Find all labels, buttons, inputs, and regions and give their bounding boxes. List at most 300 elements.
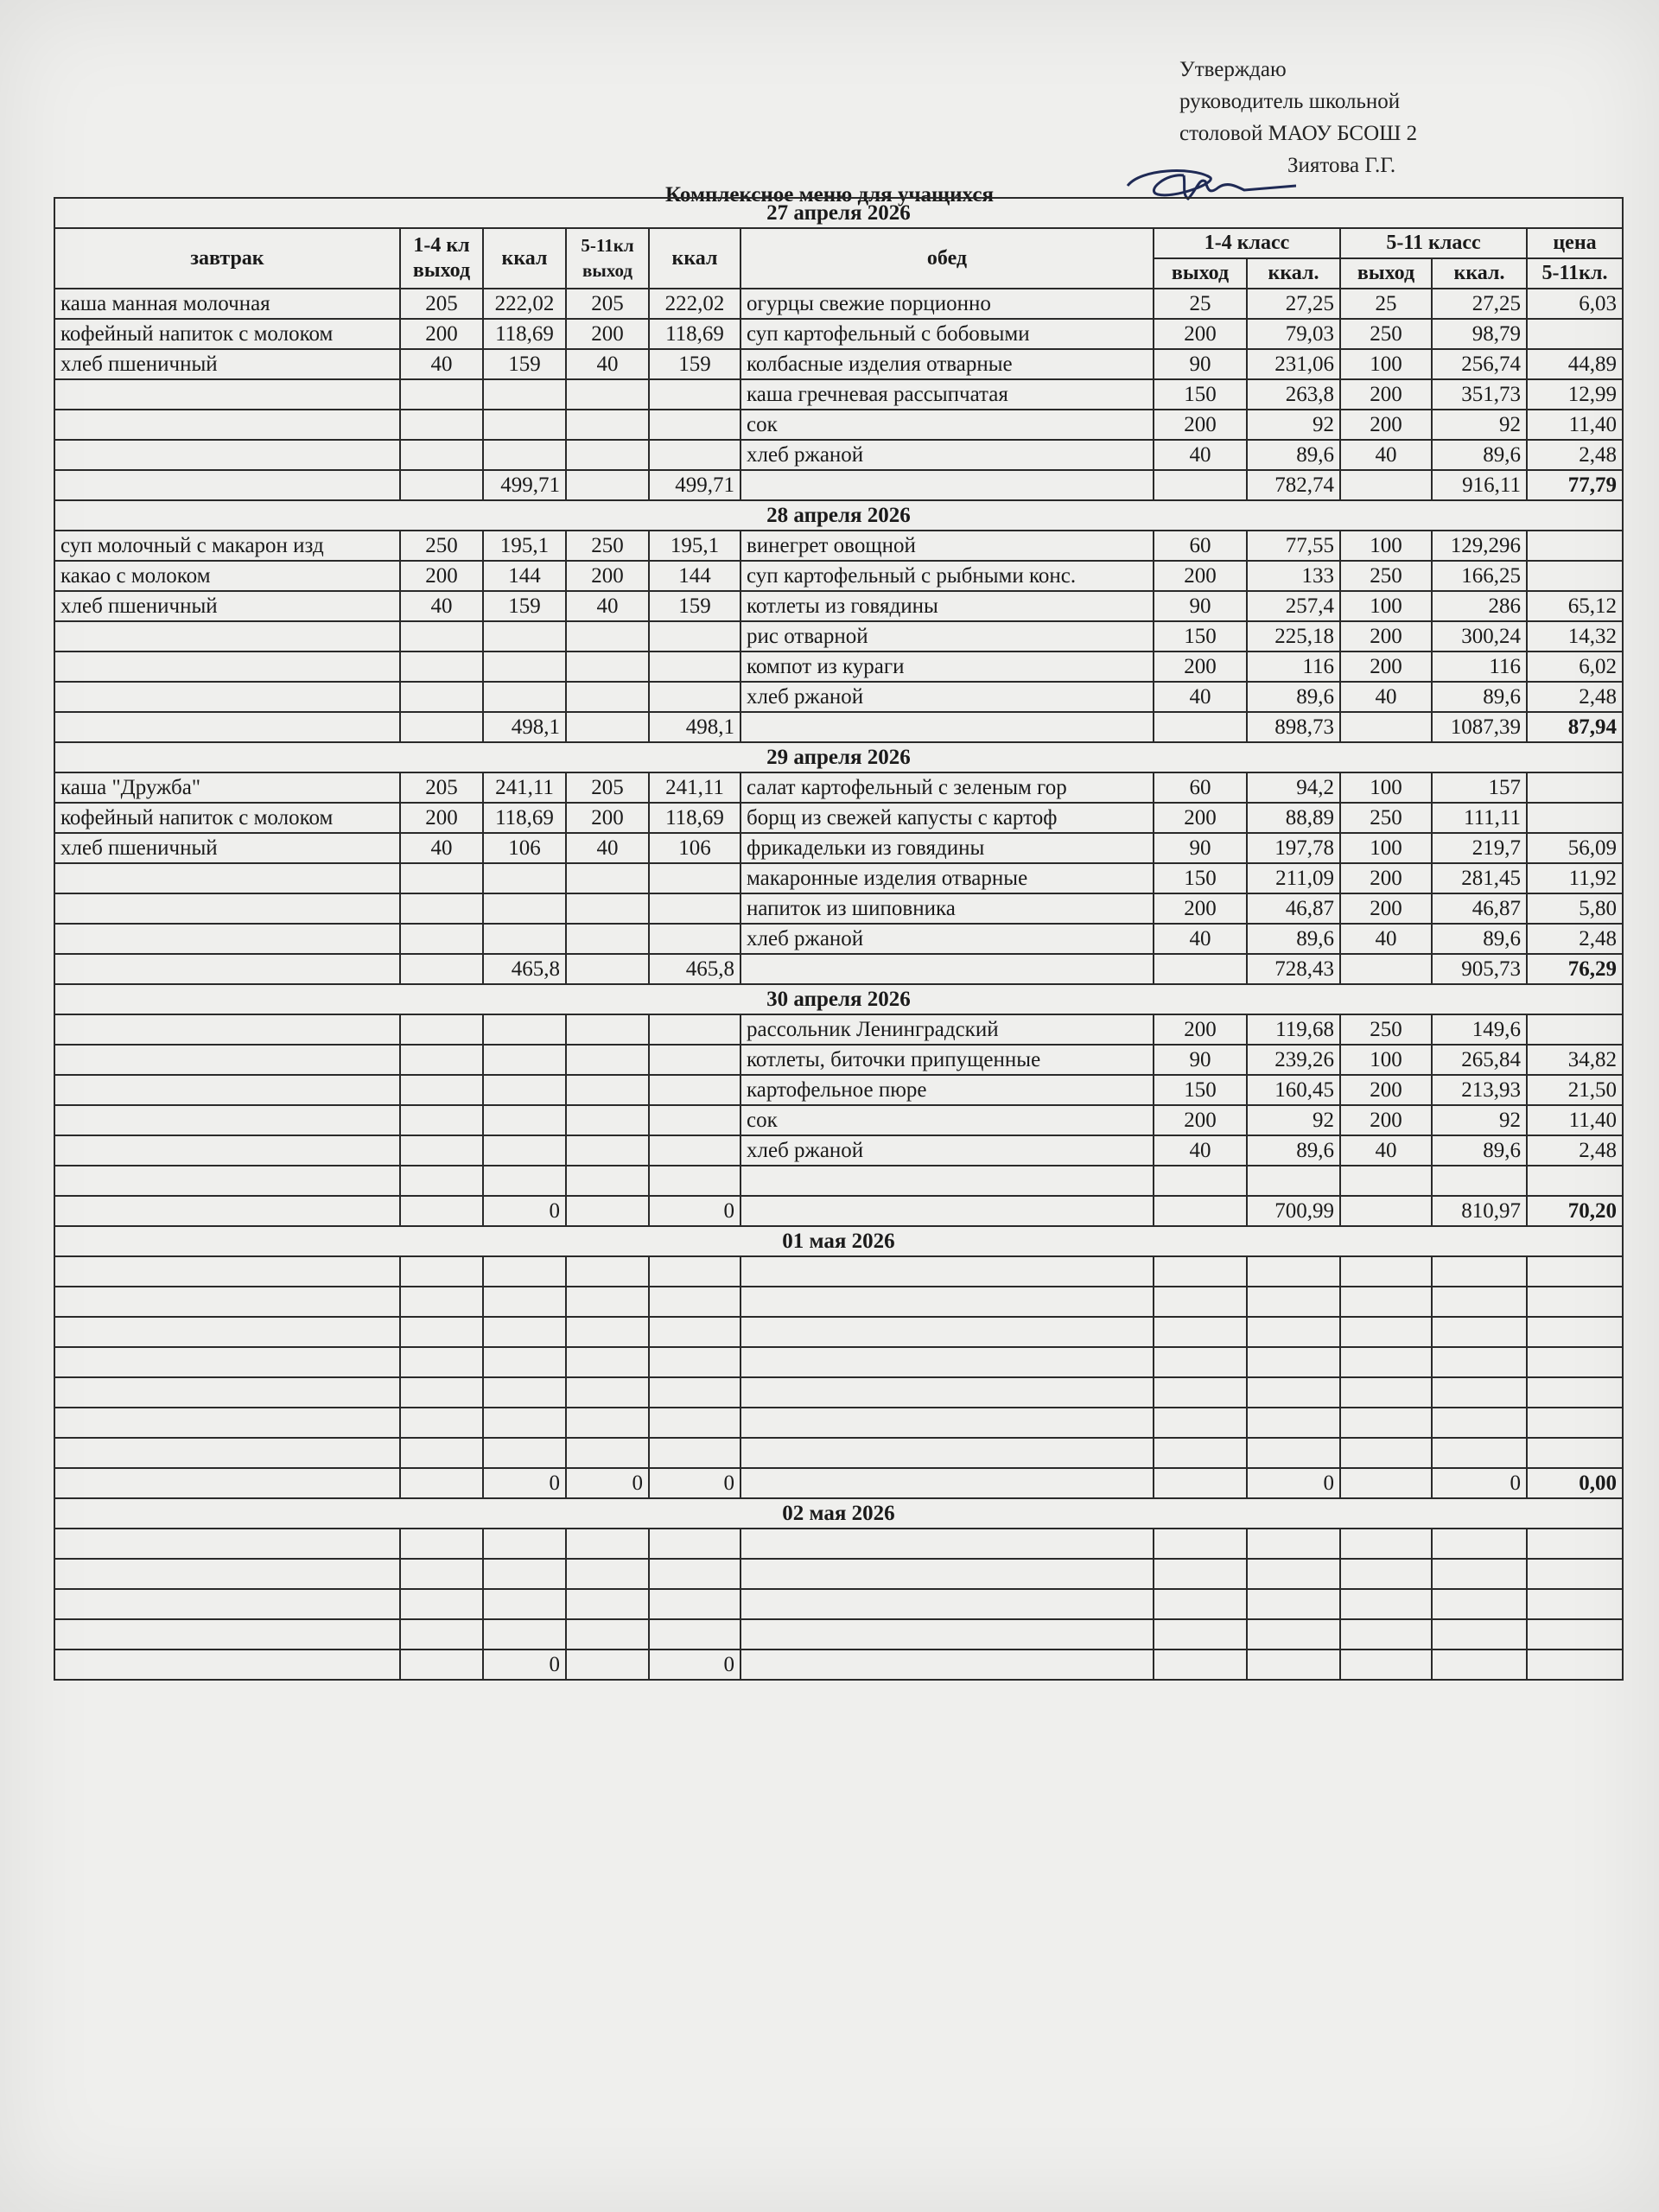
- header-grade511-output: [566, 228, 649, 289]
- header-kcal-14: ккал: [483, 228, 566, 289]
- breakfast-kcal-511: [649, 1619, 741, 1649]
- breakfast-kcal-511: [649, 410, 741, 440]
- breakfast-kcal-511: [649, 1347, 741, 1377]
- day-date: 27 апреля 2026: [54, 198, 1623, 228]
- lunch-price: [1527, 1589, 1623, 1619]
- breakfast-item-name: [54, 924, 400, 954]
- totals-empty: [1340, 954, 1432, 984]
- menu-item-row: [54, 1287, 1623, 1317]
- lunch-kcal-511: 46,87: [1432, 893, 1527, 924]
- lunch-kcal-14: 89,6: [1247, 1135, 1340, 1166]
- breakfast-kcal-511: [649, 1377, 741, 1408]
- breakfast-output-511: [566, 1014, 649, 1045]
- breakfast-output-511: 200: [566, 803, 649, 833]
- total-lunch-kcal-14: [1247, 1649, 1340, 1680]
- lunch-output-14: [1154, 1317, 1247, 1347]
- lunch-output-511: [1340, 1317, 1432, 1347]
- breakfast-kcal-14: 144: [483, 561, 566, 591]
- breakfast-output-511: [566, 379, 649, 410]
- lunch-kcal-511: 286: [1432, 591, 1527, 621]
- lunch-price: 5,80: [1527, 893, 1623, 924]
- lunch-output-511: [1340, 1619, 1432, 1649]
- total-breakfast-kcal-511: 498,1: [649, 712, 741, 742]
- totals-empty: [1154, 1468, 1247, 1498]
- lunch-kcal-14: 88,89: [1247, 803, 1340, 833]
- breakfast-item-name: [54, 440, 400, 470]
- lunch-output-14: 150: [1154, 1075, 1247, 1105]
- header-kcal-l511: ккал.: [1432, 258, 1527, 289]
- lunch-output-511: 100: [1340, 833, 1432, 863]
- lunch-kcal-14: [1247, 1559, 1340, 1589]
- lunch-kcal-14: [1247, 1438, 1340, 1468]
- breakfast-kcal-511: 159: [649, 349, 741, 379]
- breakfast-output-511: 40: [566, 349, 649, 379]
- breakfast-kcal-511: [649, 863, 741, 893]
- date-row: [54, 500, 1623, 531]
- lunch-item-name: сок: [741, 410, 1154, 440]
- lunch-output-14: 90: [1154, 591, 1247, 621]
- totals-empty: [1154, 1649, 1247, 1680]
- breakfast-item-name: [54, 1135, 400, 1166]
- breakfast-kcal-511: [649, 621, 741, 652]
- lunch-price: 11,40: [1527, 410, 1623, 440]
- lunch-output-511: 200: [1340, 1075, 1432, 1105]
- breakfast-output-511: [566, 1317, 649, 1347]
- breakfast-output-511: [566, 1166, 649, 1196]
- lunch-price: [1527, 1256, 1623, 1287]
- totals-empty: [1340, 712, 1432, 742]
- lunch-output-14: 90: [1154, 1045, 1247, 1075]
- menu-item-row: [54, 1256, 1623, 1287]
- total-lunch-kcal-14: 0: [1247, 1468, 1340, 1498]
- breakfast-output-511: [566, 440, 649, 470]
- breakfast-kcal-14: 222,02: [483, 289, 566, 319]
- breakfast-output-511: [566, 1135, 649, 1166]
- breakfast-output-14: [400, 1075, 483, 1105]
- breakfast-kcal-14: [483, 1529, 566, 1559]
- lunch-price: [1527, 1014, 1623, 1045]
- breakfast-item-name: [54, 1014, 400, 1045]
- lunch-item-name: [741, 1529, 1154, 1559]
- totals-empty: [400, 712, 483, 742]
- lunch-item-name: [741, 1166, 1154, 1196]
- lunch-kcal-14: 133: [1247, 561, 1340, 591]
- lunch-price: [1527, 1317, 1623, 1347]
- breakfast-item-name: [54, 1105, 400, 1135]
- lunch-item-name: рис отварной: [741, 621, 1154, 652]
- lunch-price: [1527, 1287, 1623, 1317]
- breakfast-kcal-511: [649, 1014, 741, 1045]
- breakfast-kcal-511: [649, 1317, 741, 1347]
- totals-label: [54, 712, 400, 742]
- lunch-output-511: [1340, 1347, 1432, 1377]
- lunch-output-14: 200: [1154, 1105, 1247, 1135]
- total-breakfast-output-511: 0: [566, 1468, 649, 1498]
- approval-line-1: Утверждаю: [1179, 58, 1287, 81]
- lunch-output-511: 25: [1340, 289, 1432, 319]
- breakfast-output-511: [566, 1438, 649, 1468]
- breakfast-output-14: 205: [400, 772, 483, 803]
- lunch-price: 34,82: [1527, 1045, 1623, 1075]
- breakfast-output-511: [566, 1045, 649, 1075]
- breakfast-item-name: каша манная молочная: [54, 289, 400, 319]
- breakfast-kcal-511: [649, 1166, 741, 1196]
- breakfast-kcal-511: [649, 924, 741, 954]
- menu-item-row: [54, 1135, 1623, 1166]
- totals-empty: [1154, 954, 1247, 984]
- breakfast-kcal-14: [483, 652, 566, 682]
- lunch-item-name: суп картофельный с рыбными конс.: [741, 561, 1154, 591]
- breakfast-output-511: 200: [566, 319, 649, 349]
- total-lunch-kcal-14: 898,73: [1247, 712, 1340, 742]
- lunch-price: 6,02: [1527, 652, 1623, 682]
- menu-item-row: [54, 319, 1623, 349]
- total-lunch-kcal-511: 1087,39: [1432, 712, 1527, 742]
- breakfast-kcal-511: 195,1: [649, 531, 741, 561]
- date-row: [54, 1498, 1623, 1529]
- totals-empty: [741, 1649, 1154, 1680]
- totals-empty: [741, 1196, 1154, 1226]
- totals-row: [54, 1196, 1623, 1226]
- lunch-kcal-511: 98,79: [1432, 319, 1527, 349]
- lunch-kcal-14: 116: [1247, 652, 1340, 682]
- lunch-kcal-14: 160,45: [1247, 1075, 1340, 1105]
- breakfast-item-name: [54, 1347, 400, 1377]
- total-price: 0,00: [1527, 1468, 1623, 1498]
- lunch-item-name: сок: [741, 1105, 1154, 1135]
- lunch-price: [1527, 1438, 1623, 1468]
- lunch-output-14: 90: [1154, 833, 1247, 863]
- breakfast-item-name: [54, 1045, 400, 1075]
- breakfast-kcal-14: [483, 1438, 566, 1468]
- totals-empty: [741, 1468, 1154, 1498]
- header-grade14-output: [400, 228, 483, 289]
- lunch-output-14: 200: [1154, 319, 1247, 349]
- totals-empty: [400, 1196, 483, 1226]
- breakfast-output-511: [566, 1347, 649, 1377]
- lunch-kcal-511: 265,84: [1432, 1045, 1527, 1075]
- breakfast-item-name: [54, 1589, 400, 1619]
- approval-line-3: столовой МАОУ БСОШ 2: [1179, 122, 1418, 145]
- day-date: 01 мая 2026: [54, 1226, 1623, 1256]
- lunch-item-name: [741, 1347, 1154, 1377]
- menu-item-row: [54, 289, 1623, 319]
- lunch-kcal-511: [1432, 1589, 1527, 1619]
- lunch-output-14: 60: [1154, 531, 1247, 561]
- total-price: 70,20: [1527, 1196, 1623, 1226]
- breakfast-kcal-14: [483, 1135, 566, 1166]
- breakfast-output-14: 40: [400, 833, 483, 863]
- lunch-item-name: напиток из шиповника: [741, 893, 1154, 924]
- lunch-price: 2,48: [1527, 1135, 1623, 1166]
- lunch-kcal-511: 281,45: [1432, 863, 1527, 893]
- total-price: 77,79: [1527, 470, 1623, 500]
- menu-item-row: [54, 1438, 1623, 1468]
- breakfast-output-511: [566, 1256, 649, 1287]
- breakfast-output-511: [566, 924, 649, 954]
- lunch-item-name: [741, 1589, 1154, 1619]
- lunch-price: 6,03: [1527, 289, 1623, 319]
- menu-table-body: [54, 198, 1623, 1680]
- breakfast-output-511: [566, 863, 649, 893]
- header-grade14: 1-4 кл: [413, 234, 470, 257]
- total-breakfast-output-511: [566, 1649, 649, 1680]
- breakfast-kcal-14: [483, 1287, 566, 1317]
- total-breakfast-output-511: [566, 1196, 649, 1226]
- breakfast-item-name: [54, 1377, 400, 1408]
- lunch-output-511: 100: [1340, 772, 1432, 803]
- header-breakfast: завтрак: [54, 228, 400, 289]
- breakfast-output-511: [566, 1559, 649, 1589]
- lunch-price: [1527, 561, 1623, 591]
- totals-label: [54, 954, 400, 984]
- breakfast-output-14: [400, 924, 483, 954]
- lunch-kcal-14: [1247, 1256, 1340, 1287]
- lunch-kcal-511: 89,6: [1432, 682, 1527, 712]
- lunch-kcal-511: [1432, 1377, 1527, 1408]
- lunch-item-name: фрикадельки из говядины: [741, 833, 1154, 863]
- lunch-output-14: [1154, 1619, 1247, 1649]
- breakfast-output-14: 200: [400, 561, 483, 591]
- breakfast-kcal-14: 195,1: [483, 531, 566, 561]
- breakfast-output-14: [400, 621, 483, 652]
- lunch-item-name: салат картофельный с зеленым гор: [741, 772, 1154, 803]
- lunch-kcal-511: 213,93: [1432, 1075, 1527, 1105]
- lunch-price: [1527, 1529, 1623, 1559]
- lunch-item-name: рассольник Ленинградский: [741, 1014, 1154, 1045]
- lunch-output-511: 250: [1340, 319, 1432, 349]
- breakfast-output-14: 40: [400, 349, 483, 379]
- breakfast-kcal-511: 159: [649, 591, 741, 621]
- header-price: цена: [1527, 228, 1623, 258]
- breakfast-kcal-14: [483, 1045, 566, 1075]
- breakfast-item-name: хлеб пшеничный: [54, 833, 400, 863]
- menu-table: [54, 197, 1624, 1681]
- breakfast-kcal-14: [483, 1014, 566, 1045]
- totals-empty: [400, 1468, 483, 1498]
- header-price-grade: 5-11кл.: [1527, 258, 1623, 289]
- breakfast-output-14: [400, 1408, 483, 1438]
- totals-empty: [1340, 1196, 1432, 1226]
- breakfast-item-name: кофейный напиток с молоком: [54, 319, 400, 349]
- lunch-item-name: [741, 1438, 1154, 1468]
- lunch-kcal-511: [1432, 1559, 1527, 1589]
- lunch-output-511: [1340, 1377, 1432, 1408]
- breakfast-kcal-14: [483, 1317, 566, 1347]
- lunch-output-511: 100: [1340, 531, 1432, 561]
- breakfast-output-14: 200: [400, 319, 483, 349]
- breakfast-kcal-14: [483, 1105, 566, 1135]
- breakfast-output-14: [400, 1135, 483, 1166]
- total-price: 87,94: [1527, 712, 1623, 742]
- breakfast-output-14: [400, 1347, 483, 1377]
- lunch-item-name: [741, 1317, 1154, 1347]
- breakfast-kcal-511: [649, 379, 741, 410]
- menu-item-row: [54, 1347, 1623, 1377]
- header-kcal-511: ккал: [649, 228, 741, 289]
- lunch-kcal-14: 77,55: [1247, 531, 1340, 561]
- total-price: 76,29: [1527, 954, 1623, 984]
- lunch-kcal-511: 116: [1432, 652, 1527, 682]
- totals-empty: [1340, 1468, 1432, 1498]
- breakfast-output-14: [400, 1045, 483, 1075]
- lunch-output-14: [1154, 1529, 1247, 1559]
- lunch-kcal-511: [1432, 1166, 1527, 1196]
- breakfast-kcal-14: [483, 440, 566, 470]
- breakfast-kcal-14: [483, 1075, 566, 1105]
- breakfast-item-name: [54, 1619, 400, 1649]
- lunch-kcal-14: 225,18: [1247, 621, 1340, 652]
- totals-empty: [1154, 470, 1247, 500]
- total-lunch-kcal-511: [1432, 1649, 1527, 1680]
- lunch-output-511: [1340, 1408, 1432, 1438]
- lunch-kcal-14: 92: [1247, 1105, 1340, 1135]
- lunch-kcal-511: [1432, 1619, 1527, 1649]
- lunch-output-511: 200: [1340, 863, 1432, 893]
- lunch-output-14: [1154, 1377, 1247, 1408]
- breakfast-output-511: [566, 1105, 649, 1135]
- lunch-kcal-14: 94,2: [1247, 772, 1340, 803]
- breakfast-item-name: хлеб пшеничный: [54, 349, 400, 379]
- menu-item-row: [54, 1014, 1623, 1045]
- lunch-kcal-511: [1432, 1529, 1527, 1559]
- breakfast-item-name: [54, 379, 400, 410]
- breakfast-output-511: [566, 1589, 649, 1619]
- lunch-kcal-14: 197,78: [1247, 833, 1340, 863]
- breakfast-output-511: 40: [566, 591, 649, 621]
- breakfast-output-14: [400, 893, 483, 924]
- total-lunch-kcal-511: 0: [1432, 1468, 1527, 1498]
- breakfast-output-511: 205: [566, 289, 649, 319]
- totals-empty: [1340, 1649, 1432, 1680]
- breakfast-item-name: [54, 1559, 400, 1589]
- breakfast-kcal-14: [483, 682, 566, 712]
- lunch-output-511: 100: [1340, 1045, 1432, 1075]
- lunch-kcal-14: [1247, 1377, 1340, 1408]
- lunch-kcal-14: 119,68: [1247, 1014, 1340, 1045]
- breakfast-kcal-14: [483, 1589, 566, 1619]
- breakfast-output-14: [400, 1438, 483, 1468]
- lunch-item-name: хлеб ржаной: [741, 924, 1154, 954]
- breakfast-output-14: [400, 1377, 483, 1408]
- menu-item-row: [54, 1589, 1623, 1619]
- lunch-price: 65,12: [1527, 591, 1623, 621]
- lunch-output-14: [1154, 1438, 1247, 1468]
- lunch-item-name: [741, 1619, 1154, 1649]
- lunch-output-511: 40: [1340, 682, 1432, 712]
- date-row: [54, 1226, 1623, 1256]
- breakfast-output-511: [566, 410, 649, 440]
- breakfast-output-511: [566, 1377, 649, 1408]
- lunch-output-14: 200: [1154, 893, 1247, 924]
- lunch-item-name: котлеты, биточки припущенные: [741, 1045, 1154, 1075]
- lunch-price: [1527, 1377, 1623, 1408]
- lunch-output-14: 200: [1154, 410, 1247, 440]
- lunch-kcal-14: [1247, 1166, 1340, 1196]
- breakfast-output-14: 40: [400, 591, 483, 621]
- lunch-output-511: [1340, 1166, 1432, 1196]
- lunch-output-14: 150: [1154, 621, 1247, 652]
- header-class14: 1-4 класс: [1154, 228, 1340, 258]
- menu-item-row: [54, 772, 1623, 803]
- lunch-output-14: 200: [1154, 652, 1247, 682]
- lunch-price: [1527, 1408, 1623, 1438]
- menu-item-row: [54, 1619, 1623, 1649]
- total-breakfast-kcal-511: 0: [649, 1468, 741, 1498]
- breakfast-kcal-511: [649, 1287, 741, 1317]
- totals-empty: [400, 954, 483, 984]
- breakfast-output-14: [400, 863, 483, 893]
- lunch-output-511: 250: [1340, 803, 1432, 833]
- menu-item-row: [54, 349, 1623, 379]
- menu-item-row: [54, 1317, 1623, 1347]
- lunch-price: [1527, 1166, 1623, 1196]
- breakfast-output-14: [400, 1287, 483, 1317]
- total-price: [1527, 1649, 1623, 1680]
- lunch-output-14: 40: [1154, 924, 1247, 954]
- totals-row: [54, 954, 1623, 984]
- header-grade511: 5-11кл: [581, 235, 634, 256]
- lunch-output-14: [1154, 1347, 1247, 1377]
- lunch-output-511: 200: [1340, 893, 1432, 924]
- breakfast-kcal-511: [649, 440, 741, 470]
- lunch-output-14: [1154, 1256, 1247, 1287]
- menu-item-row: [54, 682, 1623, 712]
- lunch-output-14: 40: [1154, 1135, 1247, 1166]
- breakfast-kcal-511: 144: [649, 561, 741, 591]
- lunch-output-511: [1340, 1256, 1432, 1287]
- totals-row: [54, 712, 1623, 742]
- header-output-l511: выход: [1340, 258, 1432, 289]
- lunch-kcal-511: 219,7: [1432, 833, 1527, 863]
- totals-label: [54, 1649, 400, 1680]
- totals-empty: [400, 1649, 483, 1680]
- lunch-kcal-14: 239,26: [1247, 1045, 1340, 1075]
- breakfast-item-name: [54, 682, 400, 712]
- lunch-output-511: 200: [1340, 1105, 1432, 1135]
- lunch-kcal-14: [1247, 1287, 1340, 1317]
- breakfast-item-name: [54, 410, 400, 440]
- lunch-kcal-511: 351,73: [1432, 379, 1527, 410]
- lunch-output-511: 250: [1340, 561, 1432, 591]
- menu-title: Комплексное меню для учащихся: [665, 183, 994, 207]
- total-breakfast-output-511: [566, 954, 649, 984]
- breakfast-item-name: [54, 1075, 400, 1105]
- total-breakfast-kcal-511: 499,71: [649, 470, 741, 500]
- menu-item-row: [54, 591, 1623, 621]
- totals-empty: [1340, 470, 1432, 500]
- breakfast-kcal-511: 106: [649, 833, 741, 863]
- breakfast-kcal-14: 118,69: [483, 803, 566, 833]
- lunch-price: 14,32: [1527, 621, 1623, 652]
- breakfast-output-511: [566, 1619, 649, 1649]
- breakfast-item-name: суп молочный с макарон изд: [54, 531, 400, 561]
- lunch-price: 11,40: [1527, 1105, 1623, 1135]
- breakfast-kcal-511: [649, 1075, 741, 1105]
- lunch-output-511: [1340, 1589, 1432, 1619]
- lunch-kcal-511: [1432, 1317, 1527, 1347]
- breakfast-kcal-511: [649, 682, 741, 712]
- lunch-item-name: борщ из свежей капусты с картоф: [741, 803, 1154, 833]
- date-row: [54, 984, 1623, 1014]
- totals-empty: [741, 712, 1154, 742]
- approval-line-2: руководитель школьной: [1179, 90, 1401, 113]
- lunch-kcal-14: 89,6: [1247, 682, 1340, 712]
- lunch-kcal-14: 92: [1247, 410, 1340, 440]
- header-class511: 5-11 класс: [1340, 228, 1527, 258]
- lunch-output-511: 40: [1340, 924, 1432, 954]
- breakfast-output-511: [566, 621, 649, 652]
